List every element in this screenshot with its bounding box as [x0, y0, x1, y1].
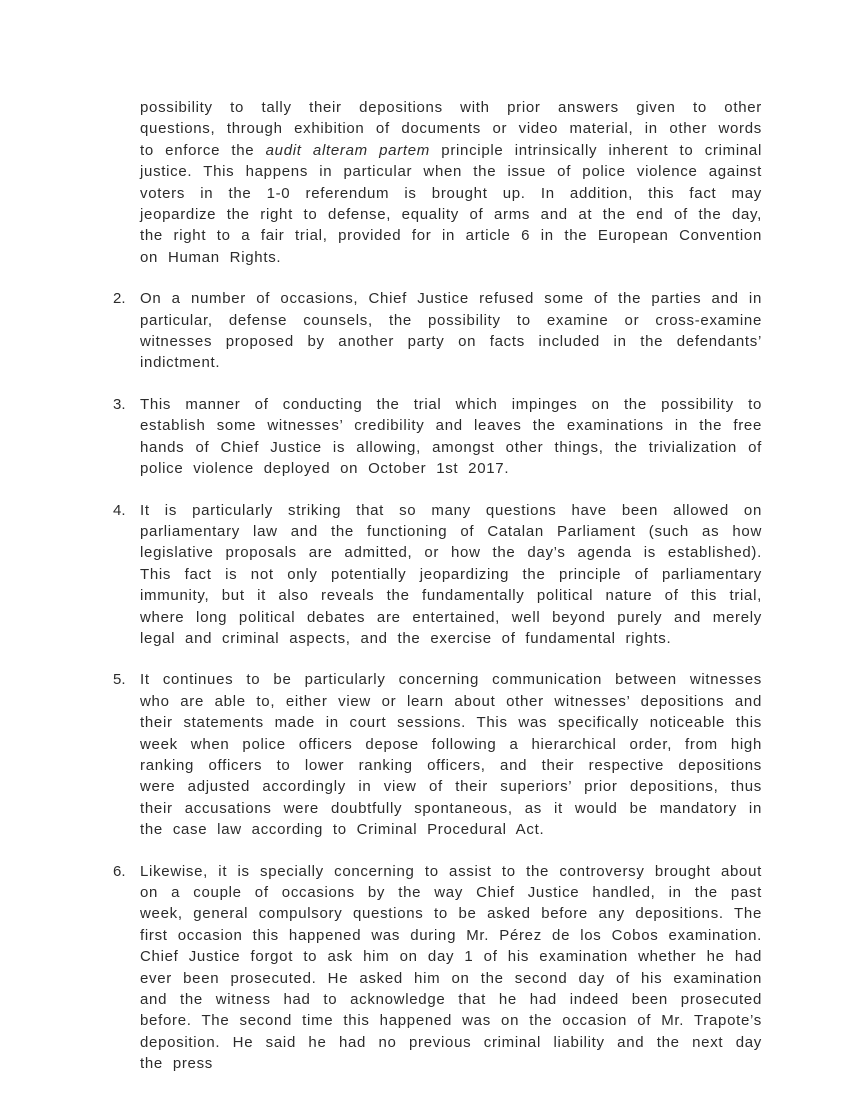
intro-paragraph-text-after: principle intrinsically inherent to criminal justice. This happens in particular when the issue of police violence against voters in the 1-0 referendum is brought up. In addition, this fact may jeopardize the right to defense, equality of arms and at the end of the day, the right to a fair trial, provided for in article 6 in the European Convention on Human Rights.	[140, 141, 762, 266]
list-item-number: 3.	[113, 395, 126, 413]
list-item-number: 5.	[113, 671, 126, 689]
list-item-number: 4.	[113, 501, 126, 519]
list-item	[113, 669, 762, 840]
latin-phrase-italic: audit alteram partem	[265, 141, 431, 159]
list-item-text: This manner of conducting the trial which impinges on the possibility to establish some witnesses’ credibility and leaves the examinations in the free hands of Chief Justice is allowing, amongst other things, the trivialization of police violence deployed on October 1st 2017.	[140, 395, 762, 478]
list-item	[113, 861, 762, 1075]
list-item-text: It is particularly striking that so many questions have been allowed on parliamentary law and the functioning of Catalan Parliament (such as how legislative proposals are admitted, or how the day’s agenda is established). This fact is not only potentially jeopardizing the principle of parliamentary immunity, but it also reveals the fundamentally political nature of this trial, where long political debates are entertained, well beyond purely and merely legal and criminal aspects, and the exercise of fundamental rights.	[140, 501, 762, 647]
list-item-number: 6.	[113, 862, 126, 880]
list-item	[113, 288, 762, 374]
list-item-text: On a number of occasions, Chief Justice refused some of the parties and in particular, defense counsels, the possibility to examine or cross-examine witnesses proposed by another party on facts included in the defendants’ indictment.	[140, 290, 762, 372]
list-item	[113, 394, 762, 480]
list-item-number: 2.	[113, 290, 126, 308]
intro-paragraph	[140, 97, 762, 268]
list-item-text: It continues to be particularly concerning communication between witnesses who are able to, either view or learn about other witnesses’ depositions and their statements made in court sessions. This was specifically noticeable this week when police officers depose following a hierarchical order, from high ranking officers to lower ranking officers, and their respective depositions were adjusted accordingly in view of their superiors’ prior depositions, thus their accusations were doubtfully spontaneous, as it would be mandatory in the case law according to Criminal Procedural Act.	[140, 671, 762, 839]
document-body	[113, 97, 762, 1075]
list-item-text: Likewise, it is specially concerning to assist to the controversy brought about on a couple of occasions by the way Chief Justice handled, in the past week, general compulsory questions to be asked before any depositions. The first occasion this happened was during Mr. Pérez de los Cobos examination. Chief Justice forgot to ask him on day 1 of his examination whether he had ever been prosecuted. He asked him on the second day of his examination and the witness had to acknowledge that he had indeed been prosecuted before. The second time this happened was on the occasion of Mr. Trapote’s deposition. He said he had no previous criminal liability and the next day the press	[140, 862, 762, 1073]
intro-paragraph-text-before: possibility to tally their depositions with prior answers given to other questions, through exhibition of documents or video material, in other words to enforce the	[140, 99, 762, 159]
list-item	[113, 500, 762, 650]
